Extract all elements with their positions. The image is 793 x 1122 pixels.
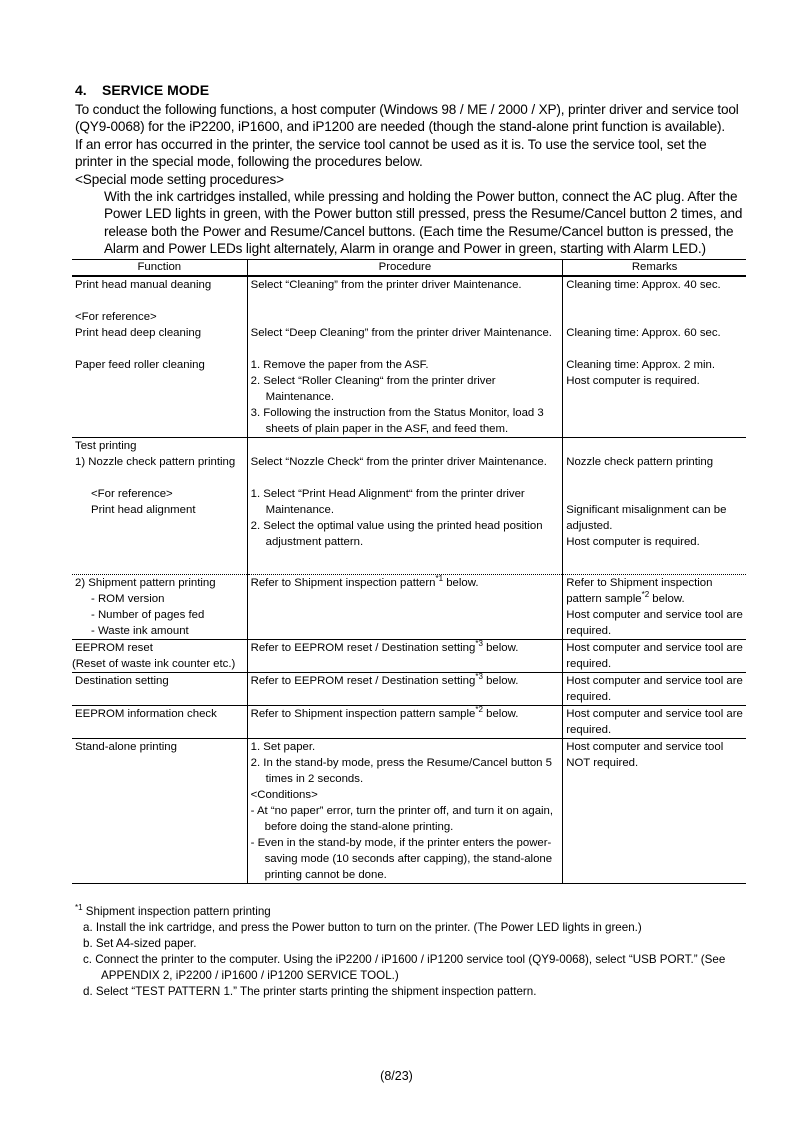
cell-function: EEPROM information check (72, 705, 247, 738)
table-row (72, 309, 746, 341)
footnote-step: c. Connect the printer to the computer. Using the iP2200 / iP1600 / iP1200 service tool (QY9-0068), select “USB PORT.” (See APPENDIX 2, iP2200 / iP1600 / iP1200 SERVICE TOOL.) (83, 952, 726, 982)
table-row (72, 639, 746, 672)
cell-remarks: Nozzle check pattern printing Significant misalignment can be adjusted. Host computer is required. (563, 437, 746, 574)
cell-function: Print head manual deaning (75, 278, 212, 291)
special-mode-heading: <Special mode setting procedures> (75, 171, 284, 187)
cell-remarks: Refer to Shipment inspection pattern sample$^{*2}$ below. Host computer and service tool are required. (563, 574, 746, 639)
for-reference-label: <For reference> (91, 487, 173, 500)
document-page (72, 82, 747, 1000)
table-row (72, 574, 746, 639)
page-number: (8/23) (380, 1069, 413, 1083)
cell-remarks: Host computer and service tool are required. (563, 705, 746, 738)
cell-function: Destination setting (72, 672, 247, 705)
cell-procedure: 1. Remove the paper from the ASF. 2. Select “Roller Cleaning“ from the printer driver Maintenance. 3. Following the instruction from the Status Monitor, load 3 sheets of plain paper in the ASF, and feed them. (247, 357, 563, 438)
cell-function: <For reference> Print head deep cleaning (72, 309, 247, 341)
cell-function: 2) Shipment pattern printing - ROM version - Number of pages fed - Waste ink amount (72, 574, 247, 639)
cell-function: Test printing 1) Nozzle check pattern printing <For reference> Print head alignment (72, 437, 247, 574)
table-row (72, 276, 746, 293)
cell-remarks: Cleaning time: Approx. 60 sec. (563, 309, 746, 341)
cell-procedure: Select “Cleaning” from the printer driver Maintenance. (247, 276, 563, 293)
table-header-row (72, 259, 746, 276)
header-function: Function (72, 259, 247, 276)
cell-remarks: Host computer and service tool are required. (563, 672, 746, 705)
for-reference-label: <For reference> (75, 310, 157, 323)
intro-paragraph-2: If an error has occurred in the printer, the service tool cannot be used as it is. To use the service tool, set the printer in the special mode, following the procedures below. (75, 136, 707, 170)
special-mode-text: With the ink cartridges installed, while pressing and holding the Power button, connect the AC plug. After the Power LED lights in green, with the Power button still pressed, press the Resume/Cancel button 2 times, and release both the Power and Resume/Cancel buttons. (Each time the Resume/Cancel button is pressed, the Alarm and Power LEDs light alternately, Alarm in orange and Power in green, starting with Alarm LED.) (104, 189, 743, 257)
cell-remarks: Cleaning time: Approx. 2 min. Host computer is required. (563, 357, 746, 438)
header-procedure: Procedure (247, 259, 563, 276)
footnote-step: d. Select “TEST PATTERN 1.” The printer starts printing the shipment inspection pattern. (83, 984, 537, 998)
footnote-step: a. Install the ink cartridge, and press the Power button to turn on the printer. (The Power LED lights in green.) (83, 920, 642, 934)
cell-remarks: Host computer and service tool NOT required. (563, 738, 746, 883)
footnote-title: $^{*1}$ Shipment inspection pattern printing (75, 902, 271, 918)
intro-paragraph-1: To conduct the following functions, a host computer (Windows 98 / ME / 2000 / XP), printer driver and service tool (QY9-0068) for the iP2200, iP1600, and iP1200 are needed (though the stand-alone print function is available). (75, 102, 739, 135)
service-mode-table (72, 259, 746, 884)
cell-function: Stand-alone printing (72, 738, 247, 883)
cell-procedure: Refer to EEPROM reset / Destination setting$^{*3}$ below. (247, 639, 563, 672)
cell-remarks: Host computer and service tool are required. (563, 639, 746, 672)
cell-procedure: 1. Set paper. 2. In the stand-by mode, press the Resume/Cancel button 5 times in 2 seconds. <Conditions> - At “no paper” error, turn the printer off, and turn it on again, before doing the stand-alone printing. - Even in the stand-by mode, if the printer enters the power-saving mode (10 seconds after capping), the stand-alone printing cannot be done. (247, 738, 563, 883)
footnote-step: b. Set A4-sized paper. (83, 936, 197, 950)
table-row (72, 705, 746, 738)
cell-function: EEPROM reset (Reset of waste ink counter etc.) (72, 639, 247, 672)
cell-procedure: Select “Nozzle Check“ from the printer driver Maintenance. 1. Select “Print Head Alignment“ from the printer driver Maintenance. 2. Select the optimal value using the printed head position adjustment pattern. (247, 437, 563, 574)
cell-procedure: Select “Deep Cleaning” from the printer driver Maintenance. (247, 309, 563, 341)
table-row (72, 357, 746, 438)
section-number: 4. (75, 82, 87, 98)
cell-procedure: Refer to Shipment inspection pattern sample$^{*2}$ below. (247, 705, 563, 738)
table-row (72, 738, 746, 883)
cell-procedure: Refer to Shipment inspection pattern$^{*1}$ below. (247, 574, 563, 639)
table-row (72, 437, 746, 574)
header-remarks: Remarks (563, 259, 746, 276)
section-title-text: SERVICE MODE (102, 82, 210, 98)
footnote-shipment-inspection (75, 904, 747, 1000)
cell-function: Paper feed roller cleaning (72, 357, 247, 438)
cell-remarks: Cleaning time: Approx. 40 sec. (563, 276, 746, 293)
cell-procedure: Refer to EEPROM reset / Destination setting$^{*3}$ below. (247, 672, 563, 705)
section-title (75, 82, 747, 99)
table-row (72, 672, 746, 705)
